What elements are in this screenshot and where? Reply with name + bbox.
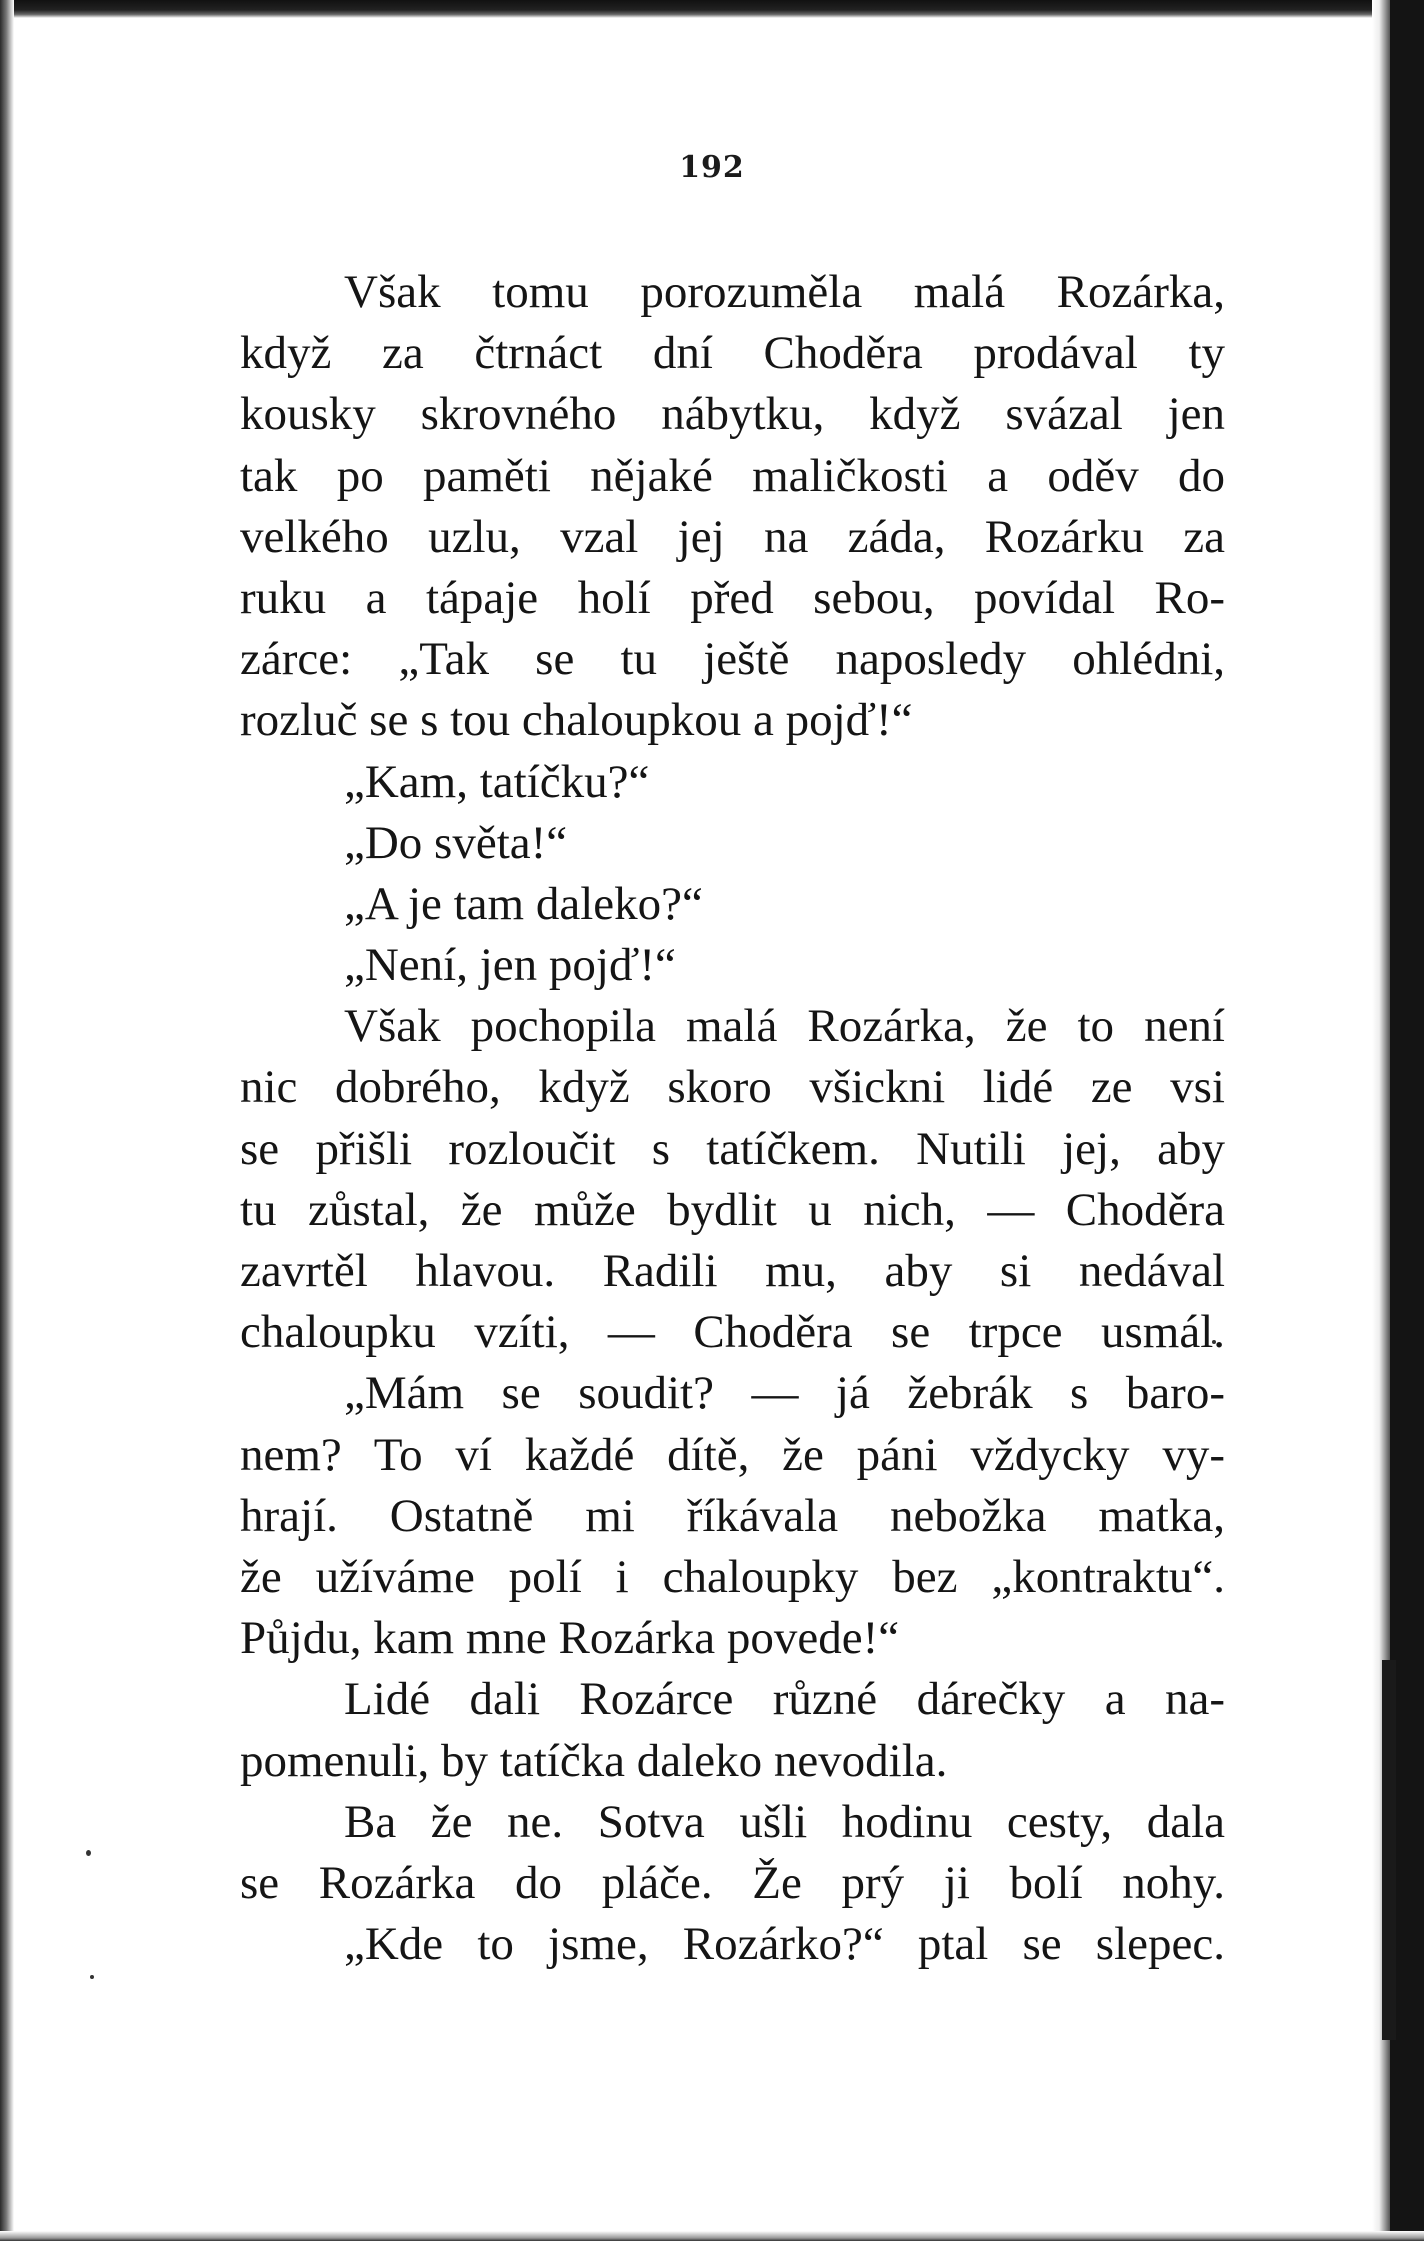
text-line: Ba že ne. Sotva ušli hodinu cesty, dala (344, 1795, 1225, 1848)
scan-speck (90, 1975, 94, 1979)
text-line: nic dobrého, když skoro všickni lidé ze vsi (240, 1061, 1225, 1114)
text-line: chaloupku vzíti, — Choděra se trpce usmál. (240, 1306, 1225, 1359)
text-line: „Mám se soudit? — já žebrák s baro- (344, 1367, 1225, 1420)
scan-border-left (0, 0, 14, 2241)
text-line: pomenuli, by tatíčka daleko nevodila. (240, 1734, 948, 1787)
scan-border-top (0, 0, 1424, 18)
text-line: že užíváme polí i chaloupky bez „kontraktu“. (240, 1550, 1225, 1603)
text-line: zavrtěl hlavou. Radili mu, aby si nedával (240, 1245, 1225, 1297)
body-text (240, 262, 1225, 1975)
text-line: Však pochopila malá Rozárka, že to není (344, 1000, 1225, 1053)
text-line: se přišli rozloučit s tatíčkem. Nutili jej, aby (240, 1122, 1225, 1175)
text-line: hrají. Ostatně mi říkávala nebožka matka, (240, 1489, 1225, 1542)
text-line: velkého uzlu, vzal jej na záda, Rozárku za (240, 510, 1225, 563)
text-line: když za čtrnáct dní Choděra prodával ty (240, 327, 1225, 380)
text-line: se Rozárka do pláče. Že prý ji bolí nohy. (240, 1856, 1225, 1909)
text-line: tak po paměti nějaké maličkosti a oděv do (240, 449, 1225, 502)
scan-speck (86, 1850, 91, 1856)
text-line: „A je tam daleko?“ (344, 877, 703, 930)
text-line: Však tomu porozuměla malá Rozárka, (344, 266, 1225, 318)
text-line: tu zůstal, že může bydlit u nich, — Choděra (240, 1183, 1225, 1236)
text-line: kousky skrovného nábytku, když svázal jen (240, 388, 1225, 441)
text-line: „Kde to jsme, Rozárko?“ ptal se slepec. (344, 1918, 1225, 1971)
text-line: ruku a tápaje holí před sebou, povídal Ro- (240, 571, 1225, 624)
text-line: nem? To ví každé dítě, že páni vždycky vy- (240, 1428, 1225, 1481)
text-line: „Kam, tatíčku?“ (344, 755, 650, 808)
page-number: 192 (679, 150, 745, 185)
text-line: Lidé dali Rozárce různé dárečky a na- (344, 1673, 1225, 1726)
text-line: Půjdu, kam mne Rozárka povede!“ (240, 1612, 900, 1665)
text-line: „Není, jen pojď!“ (344, 939, 676, 992)
scan-border-right-notch (1382, 1660, 1396, 2040)
scan-border-bottom (0, 2231, 1424, 2241)
text-line: „Do světa!“ (344, 816, 568, 869)
text-line: rozluč se s tou chaloupkou a pojď!“ (240, 694, 913, 747)
text-line: zárce: „Tak se tu ještě naposledy ohlédni, (240, 633, 1225, 686)
